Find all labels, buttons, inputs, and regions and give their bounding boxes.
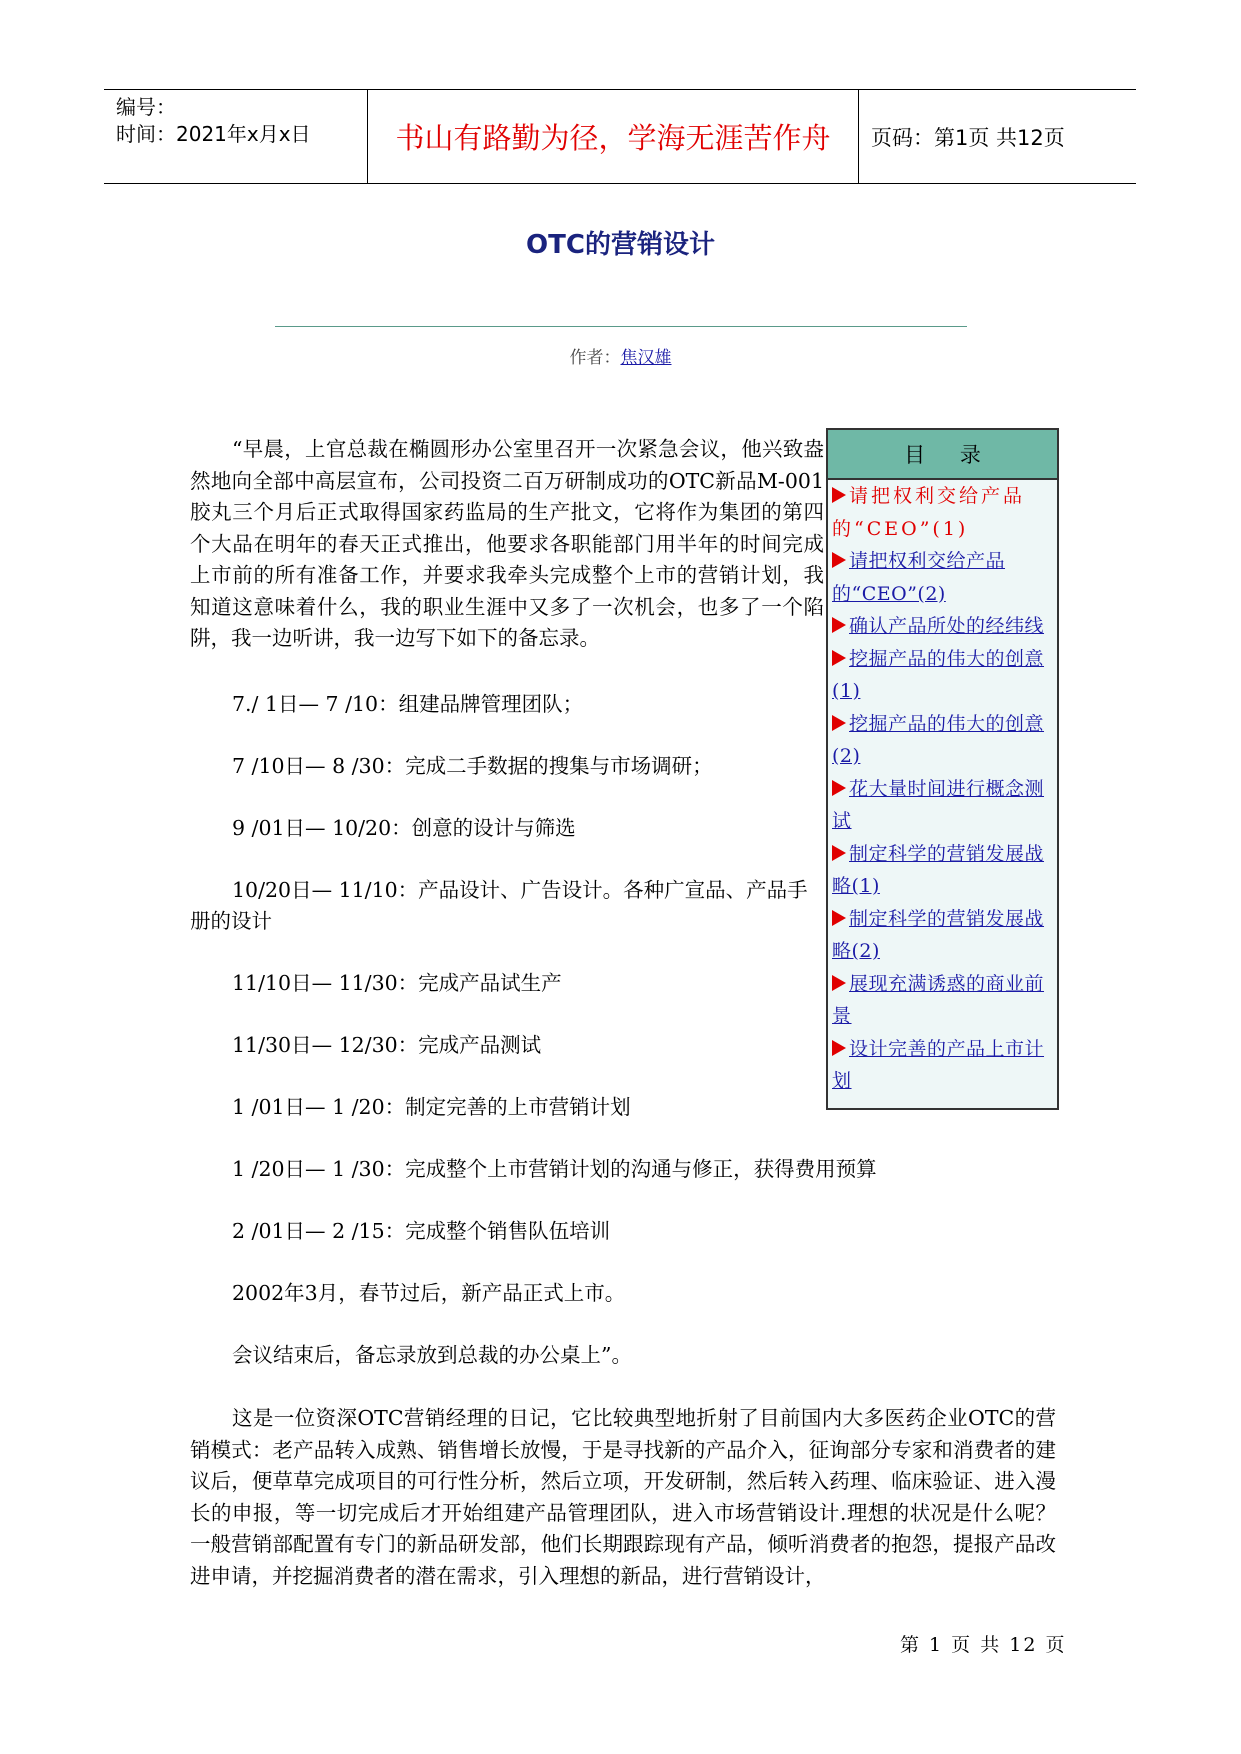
arrow-right-icon (832, 1040, 846, 1056)
toc-item[interactable] (832, 1033, 1053, 1098)
toc-item-label: 设计完善的产品上市计划 (832, 1037, 1045, 1092)
closing-paragraph: 这是一位资深OTC营销经理的日记，它比较典型地折射了目前国内大多医药企业OTC的营销模式：老产品转入成熟、销售增长放慢，于是寻找新的产品介入，征询部分专家和消费者的建议后，便草草完成项目的可行性分析，然后立项，开发研制，然后转入药理、临床验证、进入漫长的申报，等一切完成后才开始组建产品管理团队，进入市场营销设计.理想的状况是什么呢？一般营销部配置有专门的新品研发部，他们长期跟踪现有产品，倾听消费者的抱怨，提报产品改进申请，并挖掘消费者的潜在需求，引入理想的新品，进行营销设计， (190, 1406, 1056, 1588)
toc-item[interactable] (832, 480, 1053, 545)
author-label: 作者： (569, 348, 621, 368)
toc-item[interactable] (832, 903, 1053, 968)
schedule-line: 7 /10日— 8 /30：完成二手数据的搜集与市场调研； (232, 754, 713, 778)
arrow-right-icon (832, 780, 846, 796)
header-motto: 书山有路勤为径，学海无涯苦作舟 (367, 90, 859, 183)
toc-item-label: 制定科学的营销发展战略(2) (832, 907, 1045, 962)
schedule-line: 9 /01日— 10/20：创意的设计与筛选 (232, 816, 576, 840)
toc-item-label: 挖掘产品的伟大的创意(2) (832, 712, 1045, 767)
arrow-right-icon (832, 552, 846, 568)
toc-item[interactable] (832, 643, 1053, 708)
toc-heading: 目 录 (828, 430, 1057, 480)
author-link[interactable]: 焦汉雄 (620, 348, 672, 368)
number-label: 编号： (116, 95, 176, 119)
toc-item-label: 展现充满诱惑的商业前景 (832, 972, 1045, 1027)
author-line (0, 343, 1241, 368)
toc-item[interactable] (832, 545, 1053, 610)
schedule-line: 册的设计 (190, 909, 272, 933)
header-page-info: 页码：第1页 共12页 (871, 125, 1065, 150)
page-title: OTC的营销设计 (526, 230, 715, 260)
arrow-right-icon (832, 487, 846, 503)
table-of-contents (826, 428, 1059, 1110)
schedule-line: 会议结束后，备忘录放到总裁的办公桌上”。 (232, 1343, 632, 1367)
schedule-line: 1 /01日— 1 /20：制定完善的上市营销计划 (232, 1095, 631, 1119)
schedule-line: 10/20日— 11/10：产品设计、广告设计。各种广宣品、产品手 (232, 878, 808, 902)
schedule-line: 2 /01日— 2 /15：完成整个销售队伍培训 (232, 1219, 611, 1243)
toc-item[interactable] (832, 610, 1053, 643)
toc-item-label: 挖掘产品的伟大的创意(1) (832, 647, 1045, 702)
arrow-right-icon (832, 845, 846, 861)
arrow-right-icon (832, 650, 846, 666)
title-divider (275, 326, 967, 327)
header-meta (116, 90, 366, 183)
arrow-right-icon (832, 715, 846, 731)
schedule-line: 11/10日— 11/30：完成产品试生产 (232, 971, 562, 995)
schedule-line: 2002年3月，春节过后，新产品正式上市。 (232, 1281, 626, 1305)
schedule-line: 11/30日— 12/30：完成产品测试 (232, 1033, 542, 1057)
toc-item-label: 制定科学的营销发展战略(1) (832, 842, 1045, 897)
toc-item[interactable] (832, 838, 1053, 903)
schedule-line: 7./ 1日— 7 /10：组建品牌管理团队； (232, 692, 584, 716)
toc-item-label: 请把权利交给产品的“CEO”(1) (832, 485, 1026, 540)
toc-list (828, 480, 1057, 1098)
toc-item-label: 请把权利交给产品的“CEO”(2) (832, 550, 1006, 605)
page-footer: 第 1 页 共 12 页 (900, 1634, 1067, 1656)
toc-item-label: 确认产品所处的经纬线 (849, 615, 1045, 637)
schedule-line: 1 /20日— 1 /30：完成整个上市营销计划的沟通与修正，获得费用预算 (232, 1157, 877, 1181)
page-header-table (104, 89, 1136, 184)
toc-item[interactable] (832, 968, 1053, 1033)
arrow-right-icon (832, 617, 846, 633)
intro-paragraph: “早晨，上官总裁在椭圆形办公室里召开一次紧急会议，他兴致盎然地向全部中高层宣布，公司投资二百万研制成功的OTC新品M-001胶丸三个月后正式取得国家药监局的生产批文，它将作为集团的第四个大品在明年的春天正式推出，他要求各职能部门用半年的时间完成上市前的所有准备工作，并要求我牵头完成整个上市的营销计划，我知道这意味着什么，我的职业生涯中又多了一次机会，也多了一个陷阱，我一边听讲，我一边写下如下的备忘录。 (190, 437, 824, 650)
toc-item[interactable] (832, 708, 1053, 773)
toc-item-label: 花大量时间进行概念测试 (832, 777, 1045, 832)
arrow-right-icon (832, 910, 846, 926)
time-label: 时间：2021年x月x日 (116, 122, 311, 146)
toc-item[interactable] (832, 773, 1053, 838)
arrow-right-icon (832, 975, 846, 991)
